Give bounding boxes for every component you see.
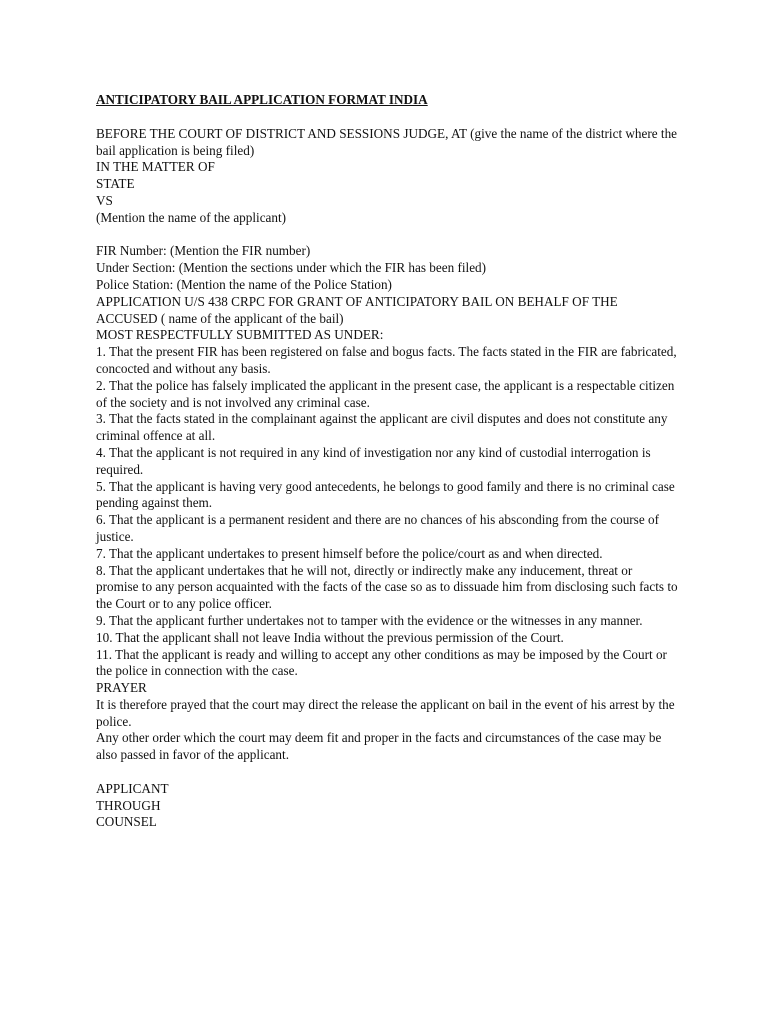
document-title: ANTICIPATORY BAIL APPLICATION FORMAT INDIA	[96, 92, 428, 107]
point-3: 3. That the facts stated in the complainant against the applicant are civil disputes and does not constitute any criminal offence at all.	[96, 411, 668, 444]
spacer	[96, 227, 678, 244]
point-2: 2. That the police has falsely implicated the applicant in the present case, the applicant is a respectable citizen of the society and is not involved any criminal case.	[96, 377, 675, 410]
point-11: 11. That the applicant is ready and willing to accept any other conditions as may be imposed by the Court or the police in connection with the case.	[96, 646, 667, 679]
prayer-heading: PRAYER	[96, 680, 147, 696]
versus: VS	[96, 192, 113, 208]
court-heading: BEFORE THE COURT OF DISTRICT AND SESSIONS JUDGE, AT (give the name of the district where the bail application is being filed)	[96, 125, 678, 158]
point-4: 4. That the applicant is not required in any kind of investigation nor any kind of custodial interrogation is required.	[96, 444, 651, 477]
application-heading: APPLICATION U/S 438 CRPC FOR GRANT OF ANTICIPATORY BAIL ON BEHALF OF THE ACCUSED ( name of the applicant of the bail)	[96, 293, 618, 326]
submitted-heading: MOST RESPECTFULLY SUBMITTED AS UNDER:	[96, 327, 384, 343]
party-state: STATE	[96, 176, 135, 192]
point-6: 6. That the applicant is a permanent resident and there are no chances of his absconding from the course of justice.	[96, 512, 659, 544]
police-station: Police Station: (Mention the name of the Police Station)	[96, 276, 392, 292]
point-7: 7. That the applicant undertakes to present himself before the police/court as and when directed.	[96, 545, 603, 561]
signature-through: THROUGH	[96, 797, 161, 813]
prayer-text-1: It is therefore prayed that the court may direct the release the applicant on bail in the event of his arrest by the police.	[96, 696, 675, 729]
spacer	[96, 764, 678, 781]
point-9: 9. That the applicant further undertakes not to tamper with the evidence or the witnesses in any manner.	[96, 612, 643, 628]
signature-applicant: APPLICANT	[96, 780, 169, 796]
point-8: 8. That the applicant undertakes that he will not, directly or indirectly make any inducement, threat or promise to any person acquainted with the facts of the case so as to dissuade him from disclosing such facts to the Court or to any police officer.	[96, 562, 678, 612]
point-1: 1. That the present FIR has been registered on false and bogus facts. The facts stated in the FIR are fabricated, concocted and without any basis.	[96, 344, 677, 376]
party-applicant: (Mention the name of the applicant)	[96, 209, 287, 225]
fir-number: FIR Number: (Mention the FIR number)	[96, 243, 311, 259]
prayer-text-2: Any other order which the court may deem fit and proper in the facts and circumstances of the case may be also passed in favor of the applicant.	[96, 730, 662, 763]
point-5: 5. That the applicant is having very good antecedents, he belongs to good family and there is no criminal case pending against them.	[96, 478, 675, 511]
in-the-matter: IN THE MATTER OF	[96, 159, 215, 175]
point-10: 10. That the applicant shall not leave India without the previous permission of the Court.	[96, 629, 564, 645]
signature-counsel: COUNSEL	[96, 814, 157, 830]
under-section: Under Section: (Mention the sections under which the FIR has been filed)	[96, 260, 487, 276]
